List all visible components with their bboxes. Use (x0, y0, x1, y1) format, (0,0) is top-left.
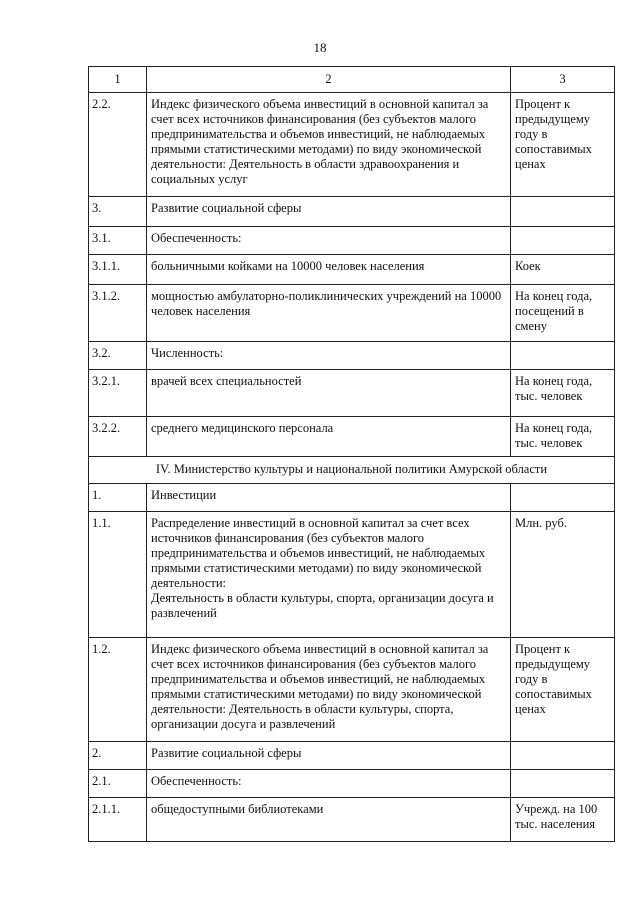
row-number: 2.1.1. (89, 798, 147, 842)
row-indicator: Обеспеченность: (147, 227, 511, 255)
row-unit (511, 484, 615, 512)
row-unit (511, 770, 615, 798)
row-indicator: среднего медицинского персонала (147, 417, 511, 457)
row-indicator: Инвестиции (147, 484, 511, 512)
row-number: 3.2.2. (89, 417, 147, 457)
row-unit (511, 227, 615, 255)
row-number: 1. (89, 484, 147, 512)
row-indicator: Индекс физического объема инвестиций в основной капитал за счет всех источников финансирования (без субъектов малого предпринимательства и объемов инвестиций, не наблюдаемых прямыми статистическими методами) по виду экономической деятельности: Деятельность в области здравоохранения и социальных услуг (147, 93, 511, 197)
row-unit: На конец года, тыс. человек (511, 370, 615, 417)
row-number: 3.2.1. (89, 370, 147, 417)
table-row (89, 484, 615, 512)
table-row (89, 770, 615, 798)
page-number: 18 (313, 40, 327, 55)
header-col-1: 1 (89, 67, 147, 93)
row-unit: Млн. руб. (511, 512, 615, 638)
header-col-2: 2 (147, 67, 511, 93)
row-unit (511, 742, 615, 770)
row-number: 2.2. (89, 93, 147, 197)
row-indicator: мощностью амбулаторно-поликлинических учреждений на 10000 человек населения (147, 285, 511, 342)
table-row (89, 798, 615, 842)
table-row (89, 255, 615, 285)
table-row (89, 370, 615, 417)
section-heading-row (89, 457, 615, 484)
row-number: 2. (89, 742, 147, 770)
row-number: 1.2. (89, 638, 147, 742)
row-indicator: Развитие социальной сферы (147, 197, 511, 227)
table-row (89, 197, 615, 227)
table-row (89, 227, 615, 255)
table-row (89, 638, 615, 742)
row-number: 3.2. (89, 342, 147, 370)
section-heading: IV. Министерство культуры и национальной политики Амурской области (89, 457, 615, 484)
row-indicator: врачей всех специальностей (147, 370, 511, 417)
row-number: 3.1.1. (89, 255, 147, 285)
row-unit (511, 342, 615, 370)
row-unit: Коек (511, 255, 615, 285)
row-indicator: общедоступными библиотеками (147, 798, 511, 842)
header-col-3: 3 (511, 67, 615, 93)
row-number: 1.1. (89, 512, 147, 638)
table-row (89, 285, 615, 342)
table-row (89, 93, 615, 197)
row-unit: Процент к предыдущему году в сопоставимых ценах (511, 93, 615, 197)
row-unit: На конец года, тыс. человек (511, 417, 615, 457)
row-indicator: Распределение инвестиций в основной капитал за счет всех источников финансирования (без субъектов малого предпринимательства и объемов инвестиций, не наблюдаемых прямыми статистическими методами) по виду экономической деятельности: Деятельность в области культуры, спорта, организации досуга и развлечений (147, 512, 511, 638)
row-number: 3. (89, 197, 147, 227)
indicators-table (88, 66, 615, 842)
row-number: 2.1. (89, 770, 147, 798)
table-row (89, 342, 615, 370)
row-indicator: больничными койками на 10000 человек населения (147, 255, 511, 285)
row-unit: Процент к предыдущему году в сопоставимых ценах (511, 638, 615, 742)
row-indicator: Численность: (147, 342, 511, 370)
row-number: 3.1.2. (89, 285, 147, 342)
table-header-row (89, 67, 615, 93)
row-unit: Учрежд. на 100 тыс. населения (511, 798, 615, 842)
row-unit (511, 197, 615, 227)
row-number: 3.1. (89, 227, 147, 255)
table-row (89, 512, 615, 638)
row-indicator: Обеспеченность: (147, 770, 511, 798)
row-indicator: Развитие социальной сферы (147, 742, 511, 770)
row-indicator: Индекс физического объема инвестиций в основной капитал за счет всех источников финансирования (без субъектов малого предпринимательства и объемов инвестиций, не наблюдаемых прямыми статистическими методами) по виду экономической деятельности: Деятельность в области культуры, спорта, организации досуга и развлечений (147, 638, 511, 742)
table-row (89, 742, 615, 770)
table-row (89, 417, 615, 457)
row-unit: На конец года, посещений в смену (511, 285, 615, 342)
